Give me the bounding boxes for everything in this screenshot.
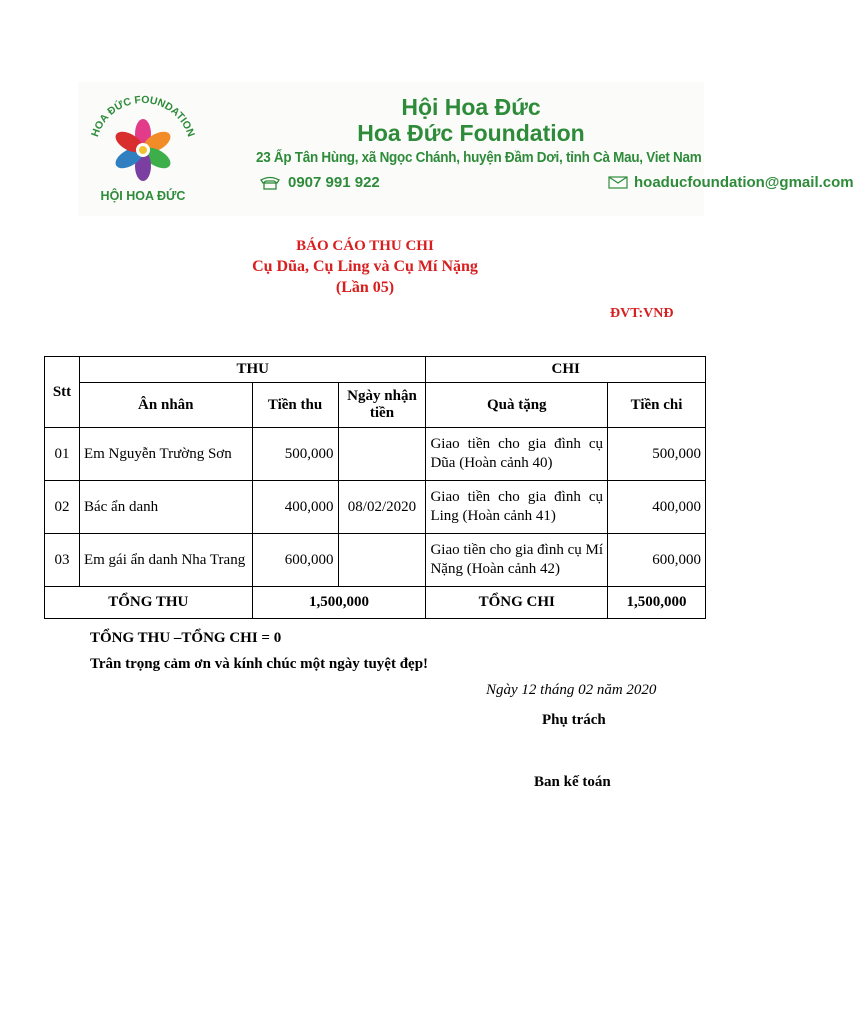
thanks-line: Trân trọng cảm ơn và kính chúc một ngày tuyệt đẹp! — [90, 656, 429, 672]
email-address: hoaducfoundation@gmail.com — [634, 174, 854, 191]
col-benefactor-header: Ân nhân — [79, 383, 252, 428]
row-benefactor: Em Nguyễn Trường Sơn — [79, 428, 252, 481]
signer-title: Phụ trách — [542, 712, 606, 728]
row-gift: Giao tiền cho gia đình cụ Mí Nặng (Hoàn cảnh 42) — [426, 534, 608, 587]
row-income: 600,000 — [252, 534, 338, 587]
table-row — [45, 428, 706, 481]
row-income: 400,000 — [252, 481, 338, 534]
thu-header: THU — [79, 357, 425, 383]
row-income: 500,000 — [252, 428, 338, 481]
org-name-en: Hoa Đức Foundation — [357, 120, 585, 146]
table-row — [45, 481, 706, 534]
report-round: (Lần 05) — [335, 279, 395, 296]
row-date — [338, 534, 426, 587]
total-income-label: TỔNG THU — [45, 587, 253, 619]
logo-text-top: HOA ĐỨC FOUNDATION — [89, 93, 197, 139]
telephone-icon — [260, 176, 280, 190]
phone-number: 0907 991 922 — [288, 174, 380, 191]
currency-unit: ĐVT:VNĐ — [610, 306, 674, 321]
row-stt: 03 — [45, 534, 80, 587]
row-date — [338, 428, 426, 481]
report-subtitle: Cụ Dũa, Cụ Ling và Cụ Mí Nặng — [252, 258, 478, 275]
signer-name: Ban kế toán — [534, 774, 611, 790]
report-title: BÁO CÁO THU CHI — [296, 238, 434, 254]
col-expense-header: Tiền chi — [608, 383, 706, 428]
col-gift-header: Quà tặng — [426, 383, 608, 428]
row-expense: 500,000 — [608, 428, 706, 481]
row-stt: 02 — [45, 481, 80, 534]
row-expense: 600,000 — [608, 534, 706, 587]
org-name-vi: Hội Hoa Đức — [401, 94, 541, 120]
col-income-header: Tiền thu — [252, 383, 338, 428]
total-expense-label: TỔNG CHI — [426, 587, 608, 619]
org-block — [238, 94, 704, 146]
row-gift: Giao tiền cho gia đình cụ Ling (Hoàn cảnh 41) — [426, 481, 608, 534]
flower-logo-icon — [84, 88, 202, 206]
logo-text-bottom: HỘI HOA ĐỨC — [100, 189, 186, 203]
row-gift: Giao tiền cho gia đình cụ Dũa (Hoàn cảnh 40) — [426, 428, 608, 481]
total-income-value: 1,500,000 — [252, 587, 426, 619]
balance-line: TỔNG THU –TỔNG CHI = 0 — [90, 630, 282, 646]
envelope-icon — [608, 176, 628, 189]
chi-header: CHI — [426, 357, 706, 383]
stt-header: Stt — [45, 357, 80, 428]
total-expense-value: 1,500,000 — [608, 587, 706, 619]
col-date-header: Ngày nhận tiền — [338, 383, 426, 428]
total-row — [45, 587, 706, 619]
row-expense: 400,000 — [608, 481, 706, 534]
letterhead — [78, 82, 854, 216]
row-date: 08/02/2020 — [338, 481, 426, 534]
table-row — [45, 534, 706, 587]
report-date: Ngày 12 tháng 02 năm 2020 — [486, 682, 657, 698]
row-benefactor: Em gái ẩn danh Nha Trang — [79, 534, 252, 587]
row-stt: 01 — [45, 428, 80, 481]
row-benefactor: Bác ẩn danh — [79, 481, 252, 534]
income-expense-table — [44, 356, 706, 619]
org-address: 23 Ấp Tân Hùng, xã Ngọc Chánh, huyện Đầm Dơi, tỉnh Cà Mau, Viet Nam — [256, 150, 702, 166]
